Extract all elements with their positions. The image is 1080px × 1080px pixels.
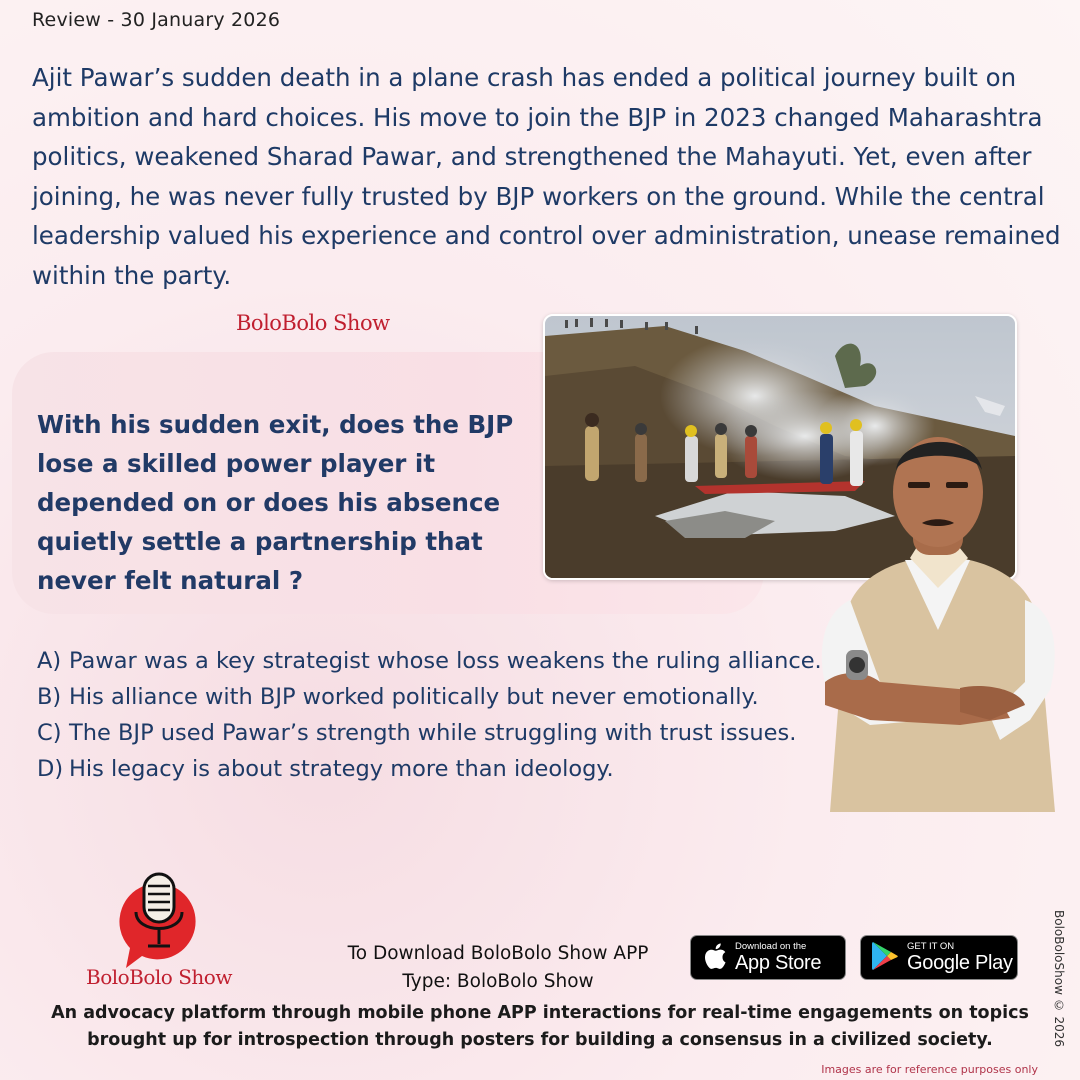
option-a xyxy=(37,643,857,679)
brand-wordmark: BoloBolo Show xyxy=(236,311,390,335)
option-text: His legacy is about strategy more than ideology. xyxy=(69,756,614,782)
option-d xyxy=(37,751,857,787)
google-play-label: Google Play xyxy=(907,952,1013,974)
download-line-2: Type: BoloBolo Show xyxy=(402,971,594,992)
copyright-notice: BoloBoloShow © 2026 xyxy=(1052,910,1066,1048)
play-icon xyxy=(871,941,899,975)
google-play-small-text: GET IT ON xyxy=(907,941,955,952)
option-letter: C) xyxy=(37,720,62,746)
question-text: With his sudden exit, does the BJP lose a skilled power player it depended on or does his absence quietly settle a partnership that never felt natural ? xyxy=(37,410,514,595)
option-text: His alliance with BJP worked politically but never emotionally. xyxy=(69,684,759,710)
download-line-1: To Download BoloBolo Show APP xyxy=(347,943,649,964)
app-store-label: App Store xyxy=(735,952,822,974)
option-letter: B) xyxy=(37,684,62,710)
download-instructions xyxy=(320,940,676,996)
app-store-small-text: Download on the xyxy=(735,941,807,952)
option-c xyxy=(37,715,797,751)
image-disclaimer: Images are for reference purposes only xyxy=(821,1063,1038,1076)
option-letter: D) xyxy=(37,756,64,782)
option-b xyxy=(37,679,857,715)
answer-options xyxy=(37,643,857,787)
intro-paragraph: Ajit Pawar’s sudden death in a plane crash has ended a political journey built on ambition and hard choices. His move to join the BJP in 2023 changed Maharashtra politics, weakened Sharad Pawar, and strengthened the Mahayuti. Yet, even after joining, he was never fully trusted by BJP workers on the ground. While the central leadership valued his experience and control over administration, unease remained within the party. xyxy=(32,63,1061,290)
logo-wordmark: BoloBolo Show xyxy=(86,965,232,989)
platform-tagline: An advocacy platform through mobile phone APP interactions for real-time engagements on topics brought up for introspection through posters for building a consensus in a civilized society. xyxy=(51,1003,1029,1050)
app-store-badge[interactable] xyxy=(690,935,846,980)
option-text: The BJP used Pawar’s strength while struggling with trust issues. xyxy=(69,720,797,746)
option-text: Pawar was a key strategist whose loss weakens the ruling alliance. xyxy=(69,648,822,674)
option-letter: A) xyxy=(37,648,62,674)
review-date: Review - 30 January 2026 xyxy=(32,9,281,31)
google-play-badge[interactable] xyxy=(860,935,1018,980)
apple-icon xyxy=(703,942,727,974)
